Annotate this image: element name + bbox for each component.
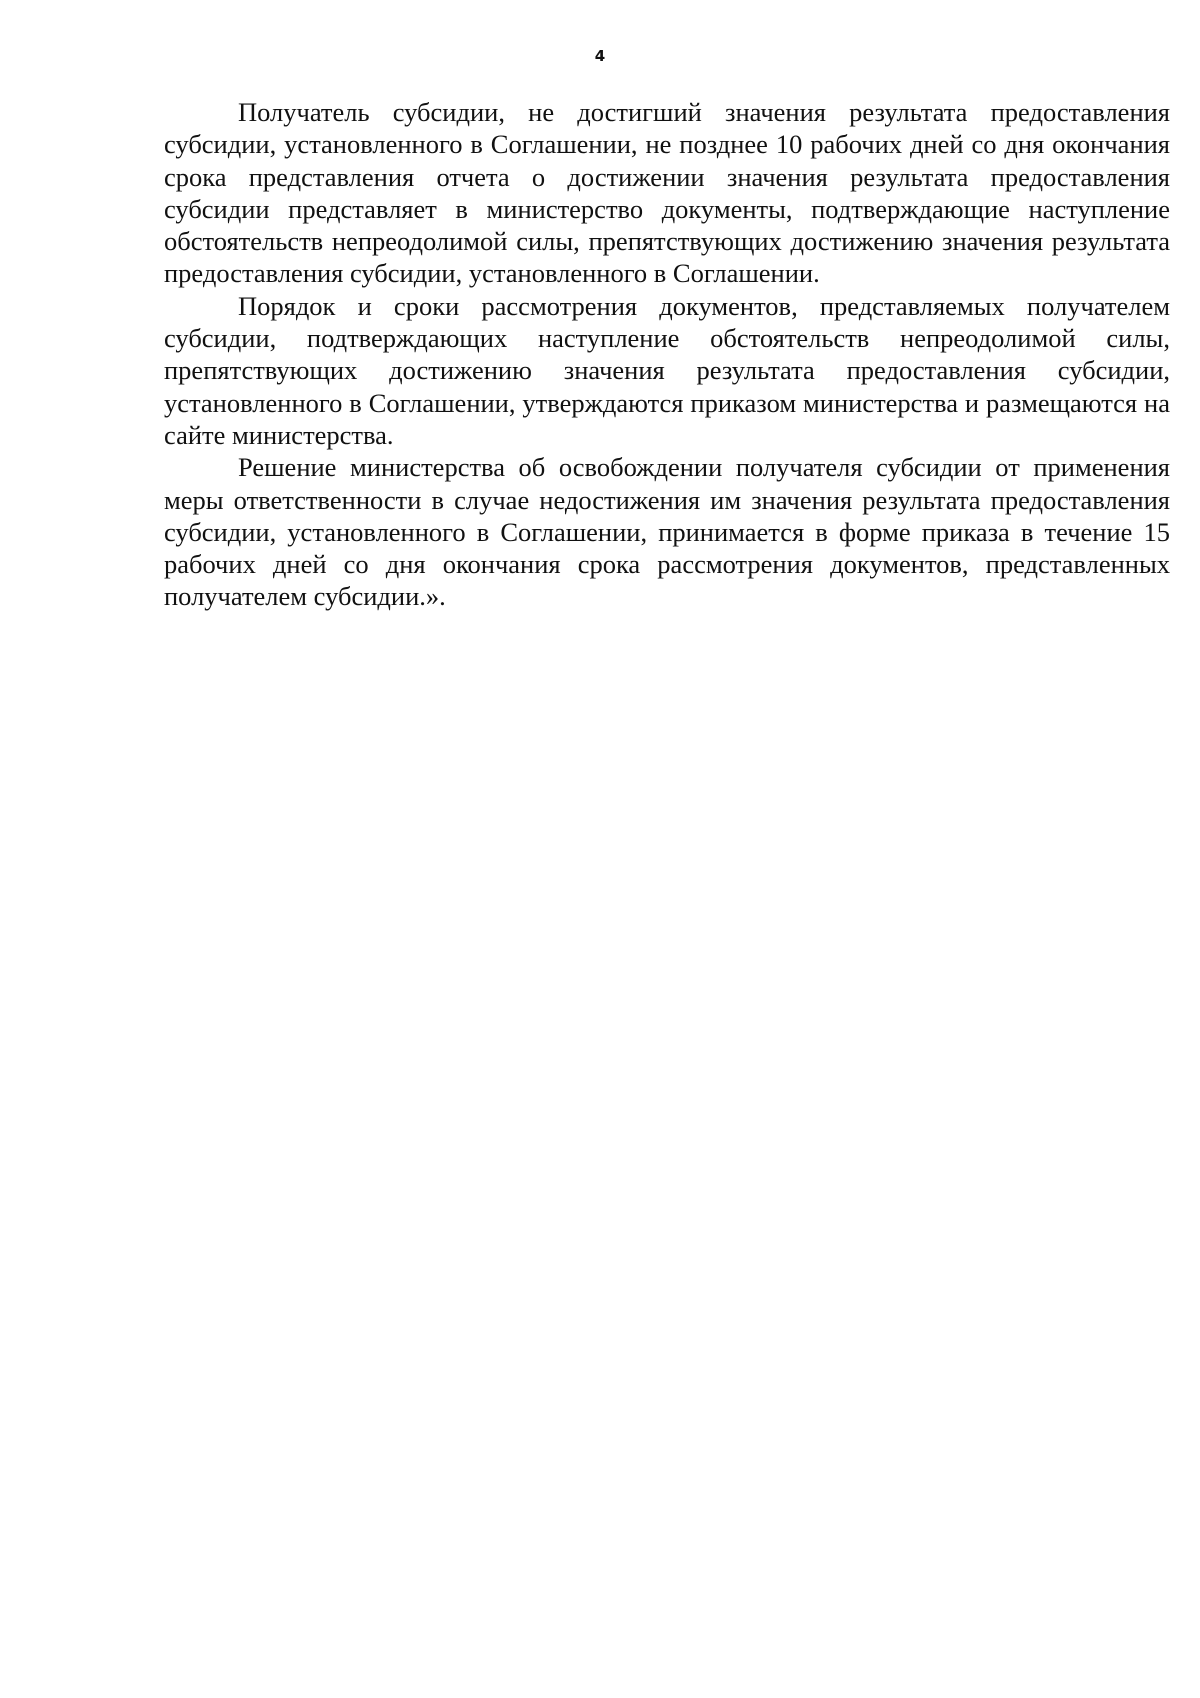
paragraph-1: Получатель субсидии, не достигший значения результата предоставления субсидии, установленного в Соглашении, не позднее 10 рабочих дней со дня окончания срока представления отчета о достижении значения результата предоставления субсидии представляет в министерство документы, подтверждающие наступление обстоятельств непреодолимой силы, препятствующих достижению значения результата предоставления субсидии, установленного в Соглашении. [164, 97, 1170, 289]
paragraph-2: Порядок и сроки рассмотрения документов, представляемых получателем субсидии, подтверждающих наступление обстоятельств непреодолимой силы, препятствующих достижению значения результата предоставления субсидии, установленного в Соглашении, утверждаются приказом министерства и размещаются на сайте министерства. [164, 290, 1170, 450]
page-number: 4 [594, 47, 606, 65]
paragraph-3: Решение министерства об освобождении получателя субсидии от применения меры ответственности в случае недостижения им значения результата предоставления субсидии, установленного в Соглашении, принимается в форме приказа в течение 15 рабочих дней со дня окончания срока рассмотрения документов, представленных получателем субсидии.». [164, 452, 1170, 612]
document-body [164, 96, 1170, 613]
